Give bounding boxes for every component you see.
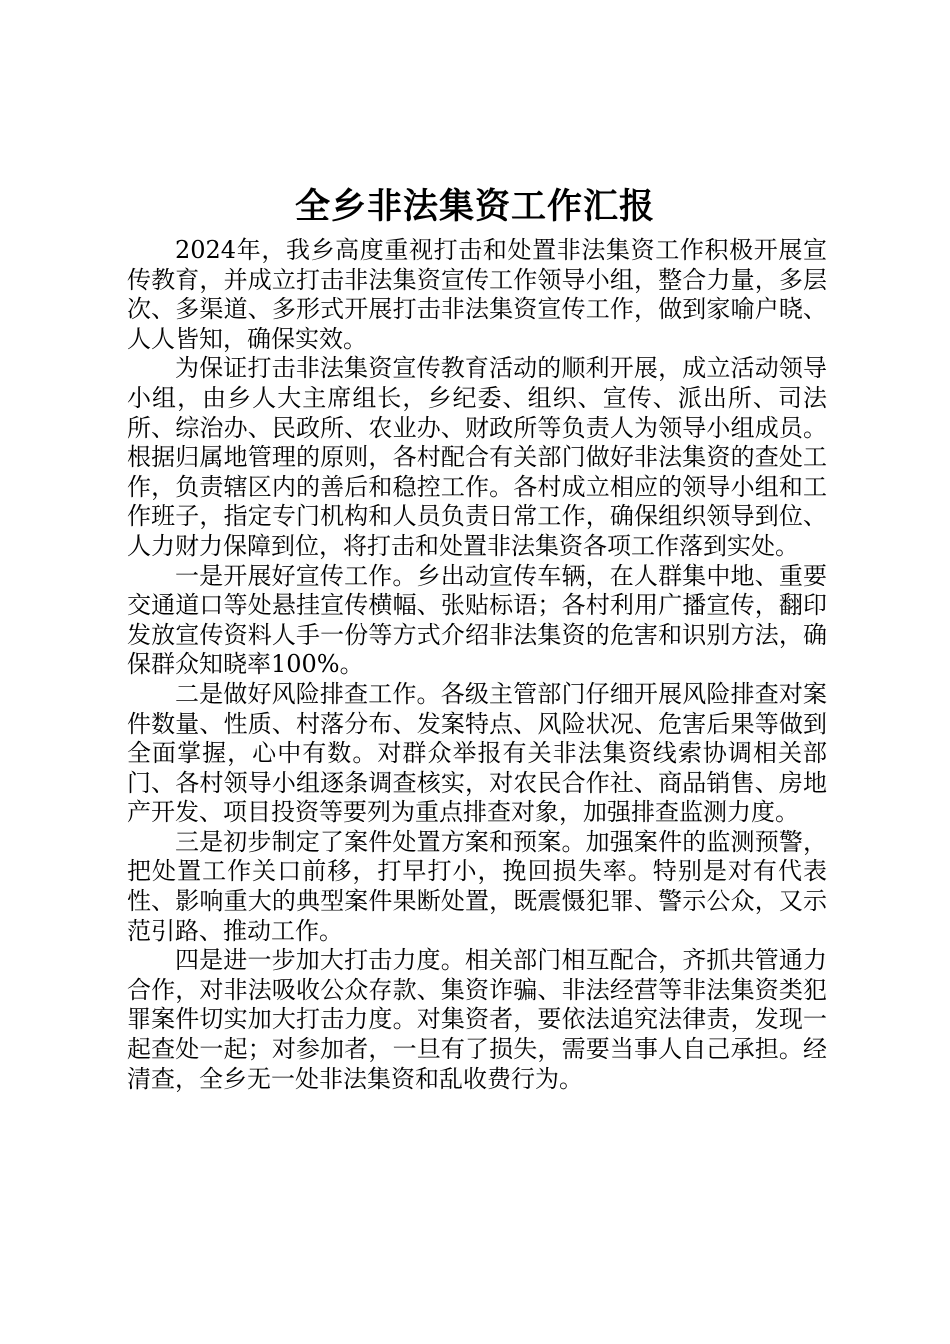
paragraph-crackdown: 四是进一步加大打击力度。相关部门相互配合，齐抓共管通力合作，对非法吸收公众存款、集资诈骗、非法经营等非法集资类犯罪案件切实加大打击力度。对集资者，要依法追究法律责，发现一起查处一起；对参加者，一旦有了损失，需要当事人自己承担。经清查，全乡无一处非法集资和乱收费行为。: [127, 946, 827, 1093]
paragraph-leadership: 为保证打击非法集资宣传教育活动的顺利开展，成立活动领导小组，由乡人大主席组长，乡纪委、组织、宣传、派出所、司法所、综治办、民政所、农业办、财政所等负责人为领导小组成员。根据归属地管理的原则，各村配合有关部门做好非法集资的查处工作，负责辖区内的善后和稳控工作。各村成立相应的领导小组和工作班子，指定专门机构和人员负责日常工作，确保组织领导到位、人力财力保障到位，将打击和处置非法集资各项工作落到实处。: [127, 354, 827, 560]
paragraph-risk-check: 二是做好风险排查工作。各级主管部门仔细开展风险排查对案件数量、性质、村落分布、发案特点、风险状况、危害后果等做到全面掌握，心中有数。对群众举报有关非法集资线索协调相关部门、各村领导小组逐条调查核实，对农民合作社、商品销售、房地产开发、项目投资等要列为重点排查对象，加强排查监测力度。: [127, 679, 827, 827]
document-body: [127, 236, 827, 1094]
paragraph-intro: 2024年，我乡高度重视打击和处置非法集资工作积极开展宣传教育，并成立打击非法集资宣传工作领导小组，整合力量，多层次、多渠道、多形式开展打击非法集资宣传工作，做到家喻户晓、人人皆知，确保实效。: [127, 236, 827, 353]
paragraph-case-plan: 三是初步制定了案件处置方案和预案。加强案件的监测预警，把处置工作关口前移，打早打小，挽回损失率。特别是对有代表性、影响重大的典型案件果断处置，既震慑犯罪、警示公众，又示范引路、推动工作。: [127, 827, 827, 945]
paragraph-publicity: 一是开展好宣传工作。乡出动宣传车辆，在人群集中地、重要交通道口等处悬挂宣传横幅、张贴标语；各村利用广播宣传，翻印发放宣传资料人手一份等方式介绍非法集资的危害和识别方法，确保群众知晓率100%。: [127, 561, 827, 679]
document-title: 全乡非法集资工作汇报: [294, 187, 655, 227]
